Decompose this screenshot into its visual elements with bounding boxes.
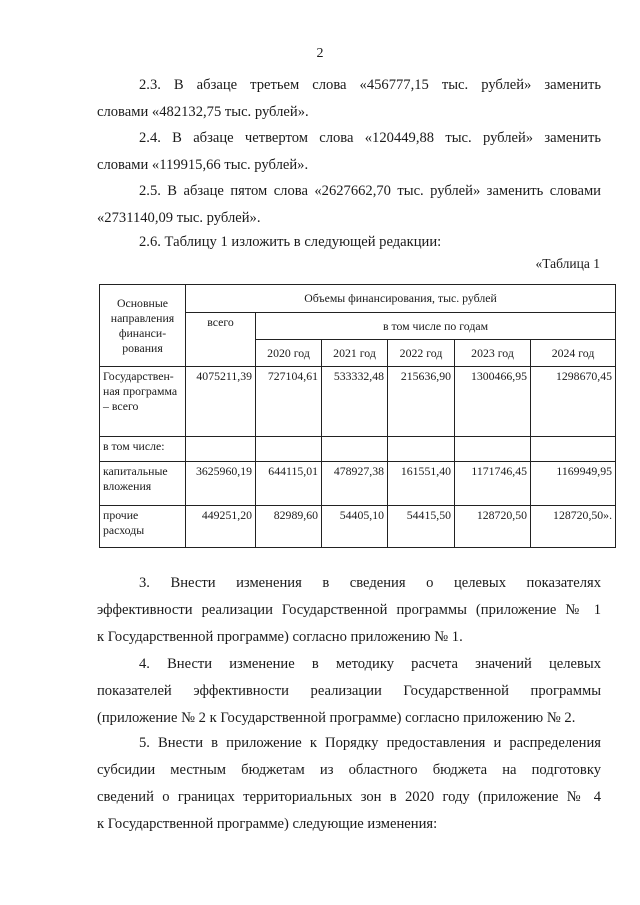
point-5-line-3: сведений о границах территориальных зон в 2020 году (приложение № 4 (97, 789, 601, 805)
item-2-6-line-1: 2.6. Таблицу 1 изложить в следующей редакции: (139, 234, 442, 250)
cell-2024: 128720,50». (531, 506, 616, 548)
header-year-2020: 2020 год (256, 340, 322, 367)
item-2-5-line-1: 2.5. В абзаце пятом слова «2627662,70 тыс. рублей» заменить словами (139, 183, 601, 199)
row-label: Государствен-ная программа – всего (100, 367, 186, 437)
point-4-line-3: (приложение № 2 к Государственной программе) согласно приложению № 2. (97, 710, 576, 726)
point-5-line-4: к Государственной программе) следующие изменения: (97, 816, 438, 832)
table-row (100, 367, 616, 437)
table-row (100, 437, 616, 462)
point-3-line-1: 3. Внести изменения в сведения о целевых показателях (139, 575, 601, 591)
cell-2020: 82989,60 (256, 506, 322, 548)
item-2-3 (97, 72, 601, 126)
point-4-line-1: 4. Внести изменение в методику расчета значений целевых (139, 656, 601, 672)
cell-2020: 727104,61 (256, 367, 322, 437)
point-3-line-3: к Государственной программе) согласно приложению № 1. (97, 629, 463, 645)
cell-2021: 478927,38 (322, 462, 388, 506)
cell-2020: 644115,01 (256, 462, 322, 506)
table-row (100, 462, 616, 506)
cell-2024: 1298670,45 (531, 367, 616, 437)
item-2-4-line-1: 2.4. В абзаце четвертом слова «120449,88 тыс. рублей» заменить (139, 130, 601, 146)
point-4-line-2: показателей эффективности реализации Государственной программы (97, 683, 601, 699)
cell-total: 4075211,39 (186, 367, 256, 437)
cell-2021: 533332,48 (322, 367, 388, 437)
row-label: прочие расходы (100, 506, 186, 548)
page-number: 2 (316, 46, 324, 61)
header-year-2021: 2021 год (322, 340, 388, 367)
cell-total: 449251,20 (186, 506, 256, 548)
point-3-line-2: эффективности реализации Государственной программы (приложение № 1 (97, 602, 601, 618)
cell-2023: 128720,50 (455, 506, 531, 548)
cell-2023: 1171746,45 (455, 462, 531, 506)
cell-2023: 1300466,95 (455, 367, 531, 437)
item-2-3-line-1: 2.3. В абзаце третьем слова «456777,15 тыс. рублей» заменить (139, 77, 601, 93)
header-year-2022: 2022 год (388, 340, 455, 367)
point-5-line-1: 5. Внести в приложение к Порядку предоставления и распределения (139, 735, 601, 751)
row-label: в том числе: (100, 437, 186, 462)
financing-table (99, 284, 616, 548)
table-caption: «Таблица 1 (535, 256, 600, 271)
header-directions: Основные направления финанси-рования (100, 285, 186, 367)
header-total: всего (186, 313, 256, 367)
item-2-5-line-2: «2731140,09 тыс. рублей». (97, 210, 261, 226)
cell-total: 3625960,19 (186, 462, 256, 506)
item-2-5 (97, 178, 601, 232)
header-year-2023: 2023 год (455, 340, 531, 367)
cell-2021: 54405,10 (322, 506, 388, 548)
cell-2024: 1169949,95 (531, 462, 616, 506)
point-5 (97, 730, 601, 838)
item-2-3-line-2: словами «482132,75 тыс. рублей». (97, 104, 309, 120)
header-volumes: Объемы финансирования, тыс. рублей (186, 285, 616, 313)
header-by-years: в том числе по годам (256, 313, 616, 340)
point-5-line-2: субсидии местным бюджетам из областного бюджета на подготовку (97, 762, 601, 778)
item-2-6 (97, 229, 601, 256)
cell-2022: 54415,50 (388, 506, 455, 548)
header-year-2024: 2024 год (531, 340, 616, 367)
point-4 (97, 651, 601, 732)
row-label: капитальные вложения (100, 462, 186, 506)
item-2-4-line-2: словами «119915,66 тыс. рублей». (97, 157, 309, 173)
point-3 (97, 570, 601, 651)
cell-2022: 215636,90 (388, 367, 455, 437)
table-row (100, 506, 616, 548)
cell-2022: 161551,40 (388, 462, 455, 506)
item-2-4 (97, 125, 601, 179)
